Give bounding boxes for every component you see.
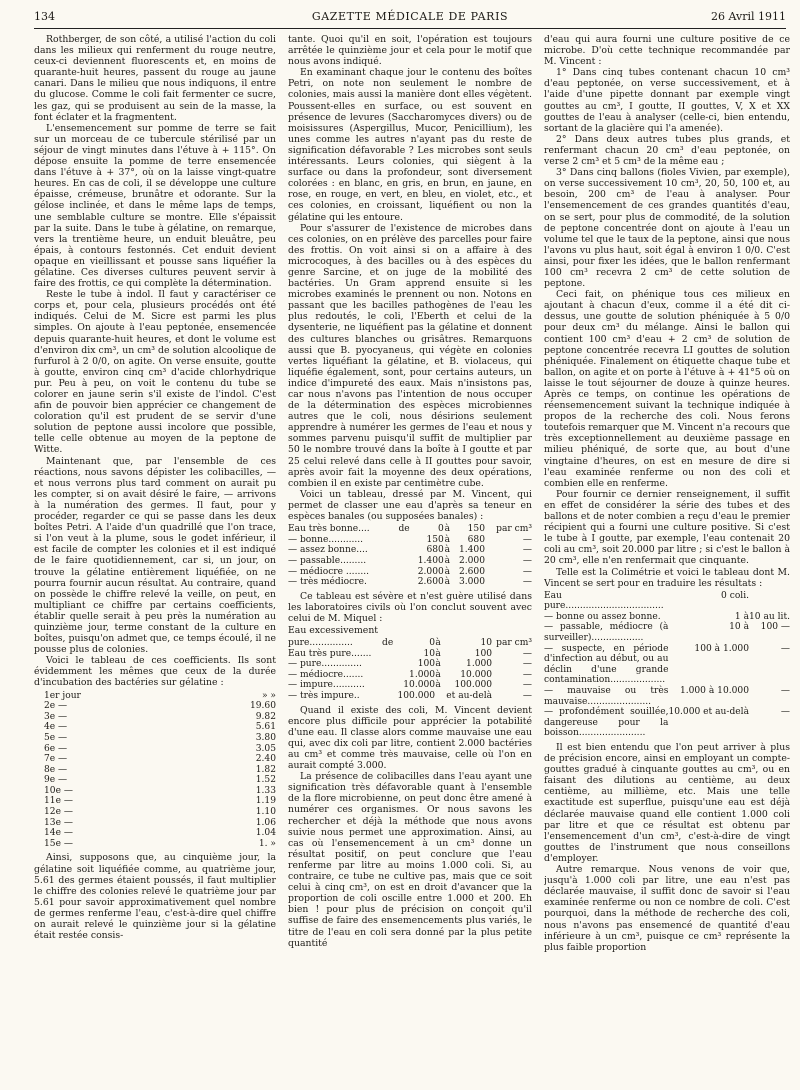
range-unit: — xyxy=(522,577,532,588)
table-row xyxy=(288,567,532,578)
paragraph: Voici le tableau de ces coefficients. Ils sont évidemment les mêmes que ceux de la durée d'incubation des bactéries sur gélatine : xyxy=(34,655,276,689)
coefficient-value: 19.60 xyxy=(249,701,276,712)
paragraph: Pour s'assurer de l'existence de microbes dans ces colonies, on en prélève des parcelles pour faire des frottis. On voit ainsi si on a affaire à des microcoques, à des bacilles ou à des espèces du genre Sarcine, et on juge de la mobilité des bactéries. Un Gram apprend ensuite si les microbes examinés le prennent ou non. Notons en passant que les bacilles pathogènes de l'eau les plus redoutés, le coli, l'Eberth et celui de la dysenterie, ne liquéfient pas la gélatine et donnent des cultures blanches ou grisâtres. Remarquons aussi que B. pyocyaneus, qui végète en colonies vertes liquéfiant la gélatine, et B. violaceus, qui liquéfie également, sont, pour certains auteurs, un indice d'impureté des eaux. Mais n'insistons pas, car nous n'avons pas l'intention de nous occuper de la détermination des espèces microbiennes autres que le coli, nous désirions seulement apprendre à numérer les germes de l'eau et nous y sommes parvenu puisqu'il suffit de multiplier par 50 le nombre trouvé dans la boîte à I goutte et par 25 celui relevé dans celle à II gouttes pour savoir, après avoir fait la moyenne des deux opérations, combien il en existe par centimètre cube. xyxy=(288,222,532,489)
miquel-classification-table xyxy=(288,638,532,702)
coefficient-value: 5.61 xyxy=(255,722,276,733)
miquel-table-title: Eau excessivement xyxy=(288,624,379,636)
range-sep: à xyxy=(444,566,451,577)
coefficient-value: 2.40 xyxy=(255,754,276,765)
range-low: 10.000 xyxy=(403,680,436,691)
range-sep: à xyxy=(435,638,441,649)
range-high: 2.600 xyxy=(458,566,485,577)
coli-count: 10 à xyxy=(729,622,749,633)
paragraph: Quand il existe des coli, M. Vincent devient encore plus difficile pour apprécier la potabilité d'une eau. Il classe alors comme mauvaise une eau qui, avec dix coli par litre, contient 2.000 bactéries au cm³ et comme très mauvaise, celle où l'on en aurait compté 3.000. xyxy=(288,704,532,772)
water-class-label: — passable......... xyxy=(288,555,367,566)
range-sep: à xyxy=(435,680,441,691)
range-prefix xyxy=(381,691,393,702)
water-class-label: pure............... xyxy=(288,638,353,649)
table-row xyxy=(544,644,790,686)
range-unit: — xyxy=(522,534,532,545)
water-class-label: — impure........... xyxy=(288,680,365,691)
coli-count: 0 coli. xyxy=(721,590,749,601)
table-row xyxy=(34,701,276,712)
paragraph: La présence de colibacilles dans l'eau ayant une signification très défavorable quant à l'ensemble de la flore microbienne, on peut donc être amené à numérer ces organismes. Or nous savons les rechercher et déjà la méthode que nous avons suivie nous permet une approximation. Ainsi, au cas où l'ensemencement à un cm³ donne un résultat positif, on peut conclure que l'eau renferme par litre au moins 1.000 coli. Si, au contraire, ce tube ne cultive pas, mais que ce soit celui à cinq cm³, on est en droit d'avancer que la proportion de coli oscille entre 1.000 et 200. Eh bien ! pour plus de précision on conçoit qu'il suffise de faire des ensemencements plus variés, le titre de l'eau en coli sera donné par la plus petite quantité xyxy=(288,771,532,949)
range-prefix xyxy=(395,535,410,546)
table-row xyxy=(34,765,276,776)
water-class-label: Eau très bonne.... xyxy=(288,524,370,535)
table-row xyxy=(288,638,532,649)
day-label: 7e — xyxy=(44,754,68,765)
coli-unit: 10 au lit. xyxy=(749,611,790,622)
range-low: 100.000 xyxy=(397,691,436,702)
range-unit: — xyxy=(522,648,532,659)
column-2 xyxy=(288,34,532,1086)
paragraph: Pour fournir ce dernier renseignement, il suffit en effet de considérer la série des tubes et des ballons et de noter combien a reçu d'eau le premier récipient qui a fourni une culture positive. Si c'est le tube à I goutte, par exemple, l'eau contenait 20 coli au cm³, soit 20.000 par litre ; si c'est le ballon à 20 cm³, elle n'en renfermait que cinquante. xyxy=(544,488,790,567)
table-row xyxy=(288,556,532,567)
column-3 xyxy=(544,34,790,1086)
table-row xyxy=(34,722,276,733)
coli-count: 1 à xyxy=(734,611,749,622)
paragraph: Telle est la Colimétrie et voici le tableau dont M. Vincent se sert pour en traduire les résultats : xyxy=(544,566,790,589)
water-class-label: — passable, médiocre (à surveiller).................. xyxy=(544,622,669,644)
table-row xyxy=(544,612,790,623)
table-row xyxy=(34,691,276,702)
range-low: 2.600 xyxy=(417,577,444,588)
coefficient-value: 1.10 xyxy=(255,807,276,818)
table-row xyxy=(34,796,276,807)
range-high: 150 xyxy=(467,524,485,535)
page-number: 134 xyxy=(34,10,55,23)
range-prefix xyxy=(381,670,393,681)
day-label: 10e — xyxy=(44,785,73,796)
range-prefix xyxy=(381,659,393,670)
paragraph: Autre remarque. Nous venons de voir que, jusqu'à 1.000 coli par litre, une eau n'est pas déclarée mauvaise, il suffit donc de savoir si l'eau examinée renferme ou non ce nombre de coli. C'est pourquoi, dans la méthode de recherche des coli, nous n'avons pas ensemencé de quantité d'eau inférieure à un cm³, puisque ce cm³ représente la plus faible proportion xyxy=(544,864,790,953)
range-unit: — xyxy=(522,691,532,702)
range-high: 1.000 xyxy=(466,659,493,670)
coli-count: 10.000 et au-delà xyxy=(668,707,749,718)
paragraph: 3° Dans cinq ballons (fioles Vivien, par exemple), on verse successivement 10 cm³, 20, 50, 100 et, au besoin, 200 cm³ de l'eau à analyser. Pour l'ensemencement de ces grandes quantités d'eau, on se sert, pour plus de commodité, de la solution de peptone concentrée dont on ajoute à l'eau un volume tel que le taux de la peptone, ainsi que nous l'avons vu plus haut, soit égal à environ 1 0/0. C'est ainsi, pour fixer les idées, que le ballon renfermant 100 cm³ recevra 2 cm³ de cette solution de peptone. xyxy=(544,167,790,290)
range-low: 100 xyxy=(417,659,436,670)
coefficient-value: 1. » xyxy=(258,838,276,849)
range-sep: à xyxy=(444,577,451,588)
range-unit: — xyxy=(522,659,532,670)
range-prefix xyxy=(395,545,410,556)
range-high: 100.000 xyxy=(454,680,493,691)
table-row xyxy=(544,622,790,643)
coli-unit: — xyxy=(780,707,790,718)
range-high: 2.000 xyxy=(458,555,485,566)
table-row xyxy=(34,775,276,786)
table-row xyxy=(288,680,532,691)
paragraph: Rothberger, de son côté, a utilisé l'action du coli dans les milieux qui renferment du rouge neutre, ceux-ci deviennent fluorescents et, en moins de quarante-huit heures, passent du rouge au jaune canari. Dans le milieu que nous indiquons, il entre du glucose. Comme le coli fait fermenter ce sucre, les gaz, qui se produisent au sein de la masse, la font éclater et la fragmentent. xyxy=(34,34,276,123)
table-row xyxy=(34,733,276,744)
range-sep: à xyxy=(444,555,451,566)
day-label: 13e — xyxy=(44,817,73,828)
coli-unit: — xyxy=(780,643,790,654)
range-high: 100 xyxy=(474,648,493,659)
coefficient-value: 3.80 xyxy=(255,732,276,743)
paragraph: Il est bien entendu que l'on peut arriver à plus de précision encore, ainsi en employant un compte-gouttes gradué à cinquante gouttes au cm³, ou en faisant des dilutions au centième, au deux centième, au millième, etc. Mais une telle exactitude est superflue, puisqu'une eau est déjà déclarée mauvaise quand elle contient 1.000 coli par litre et que ce résultat est obtenu par l'ensemencement d'un cm³, c'est-à-dire de vingt gouttes de l'instrument que nous conseillons d'employer. xyxy=(544,742,790,864)
coli-count: 100 à 1.000 xyxy=(694,643,749,654)
table-row xyxy=(34,712,276,723)
range-sep: à xyxy=(444,545,451,556)
range-unit: — xyxy=(522,566,532,577)
range-prefix xyxy=(381,680,393,691)
range-prefix: de xyxy=(398,524,410,535)
range-unit: — xyxy=(522,680,532,691)
day-label: 9e — xyxy=(44,775,68,786)
table-row xyxy=(544,591,790,612)
water-class-label: Eau pure.................................. xyxy=(544,590,664,612)
water-class-label: — très médiocre. xyxy=(288,577,367,588)
day-label: 6e — xyxy=(44,743,68,754)
range-high: 1.400 xyxy=(458,545,485,556)
paragraph: Maintenant que, par l'ensemble de ces réactions, nous savons dépister les colibacilles, — et nous verrons plus tard comment on aurait pu les compter, si on avait désiré le faire, — arrivons à la numération des germes. Il faut, pour y procéder, regarder ce qui se passe dans les deux boîtes Petri. A l'aide d'un quadrillé que l'on trace, si l'on veut à la plume, sous le godet inférieur, il est facile de compter les colonies et il est indiqué de le faire quotidiennement, car si, un jour, on trouve la gélatine entièrement liquéfiée, on ne pourra fournir aucun résultat. Au contraire, quand on possède le chiffre relevé la veille, on peut, en multipliant ce chiffre par certains coefficients, établir quelle serait à peu près la numération au quinzième jour, terme constant de la culture en boîtes, puisqu'on admet que, ce temps écoulé, il ne pousse plus de colonies. xyxy=(34,455,276,656)
table-row xyxy=(544,686,790,707)
range-prefix xyxy=(395,577,410,588)
range-low: 2.000 xyxy=(417,566,444,577)
paragraph: En examinant chaque jour le contenu des boîtes Petri, on note non seulement le nombre de colonies, mais aussi la manière dont elles végètent. Poussent-elles en surface, ou est souvent en présence de levures (Saccharomyces divers) ou de moisissures (Aspergillus, Mucor, Penicillium), les unes comme les autres n'ayant pas du reste de signification défavorable ? Les microbes sont seuls intéressants. Leurs colonies, qui siègent à la surface ou dans la profondeur, sont diversement colorées : en blanc, en gris, en brun, en jaune, en rose, en rouge, en vert, en bleu, en violet, etc., et ces colonies, en croissant, liquéfient ou non la gélatine qui les entoure. xyxy=(288,67,532,223)
paragraph: Ceci fait, on phénique tous ces milieux en ajoutant à chacun d'eux, comme il a été dit ci-dessus, une goutte de solution phéniquée à 5 0/0 pour deux cm³ du mélange. Ainsi le ballon qui contient 100 cm³ d'eau + 2 cm³ de solution de peptone concentrée recevra LI gouttes de solution phéniquée. Finalement on étiquette chaque tube et ballon, on agite et on porte à l'étuve à + 41°5 où on laisse le tout séjourner de douze à quinze heures. Après ce temps, on continue les opérations de réensemencement suivant la technique indiquée à propos de la recherche des coli. Nous ferons toutefois remarquer que M. Vincent n'a recours que très exceptionnellement au deuxième passage en milieu phéniqué, de sorte que, au bout d'une vingtaine d'heures, on est en mesure de dire si l'eau examinée renferme ou non des coli et combien elle en renferme. xyxy=(544,289,790,489)
table-row xyxy=(288,659,532,670)
table-row xyxy=(34,744,276,755)
range-high: 3.000 xyxy=(458,577,485,588)
table-row xyxy=(34,754,276,765)
day-label: 15e — xyxy=(44,838,73,849)
water-class-label: — très impure.. xyxy=(288,691,360,702)
table-row xyxy=(288,649,532,660)
table-row xyxy=(34,786,276,797)
day-label: 4e — xyxy=(44,722,68,733)
day-label: 5e — xyxy=(44,732,68,743)
table-row xyxy=(34,807,276,818)
day-label: 14e — xyxy=(44,828,73,839)
coefficient-value: 9.82 xyxy=(255,711,276,722)
range-sep: à xyxy=(435,669,441,680)
coli-count: 1.000 à 10.000 xyxy=(679,686,749,697)
table-row xyxy=(288,545,532,556)
range-low: 10 xyxy=(423,648,436,659)
day-label: 12e — xyxy=(44,807,73,818)
range-prefix: de xyxy=(382,638,394,649)
range-sep: à xyxy=(444,534,451,545)
vincent-classification-table xyxy=(288,524,532,588)
journal-title: GAZETTE MÉDICALE DE PARIS xyxy=(311,10,509,23)
issue-date: 26 Avril 1911 xyxy=(711,10,786,23)
table-row xyxy=(34,828,276,839)
coefficient-value: 1.04 xyxy=(255,828,276,839)
range-prefix xyxy=(395,556,410,567)
range-low: 1.000 xyxy=(409,669,436,680)
day-label: 11e — xyxy=(44,796,73,807)
range-unit: — xyxy=(522,555,532,566)
paragraph: Reste le tube à indol. Il faut y caractériser ce corps et, pour cela, plusieurs procédés ont été indiqués. Celui de M. Sicre est parmi les plus simples. On ajoute à l'eau peptonée, ensemencée depuis quarante-huit heures, et dont le volume est d'environ dix cm³, un cm³ de solution alcoolique de furfurol à 2 0/0, on agite. On verse ensuite, goutte à goutte, environ cinq cm³ d'acide chlorhydrique pur. Peu à peu, on voit le contenu du tube se colorer en jaune serin s'il existe de l'indol. C'est afin de pouvoir bien apprécier ce changement de coloration qu'il est prudent de se servir d'une solution de peptone aussi incolore que possible, telle celle obtenue au moyen de la peptone de Witte. xyxy=(34,289,276,456)
coli-unit: — xyxy=(780,686,790,697)
table-row xyxy=(288,577,532,588)
range-unit: — xyxy=(522,669,532,680)
coefficient-value: 3.05 xyxy=(255,743,276,754)
coefficient-value: » » xyxy=(261,690,276,701)
range-sep: à xyxy=(435,659,441,670)
coefficient-value: 1.33 xyxy=(255,785,276,796)
paragraph: Ainsi, supposons que, au cinquième jour, la gélatine soit liquéfiée comme, au quatrième jour, 5.61 des germes étaient poussés, il faut multiplier le chiffre des colonies relevé le quatrième jour par 5.61 pour savoir approximativement quel nombre de germes renferme l'eau, c'est-à-dire quel chiffre on aurait relevé le quinzième jour si la gélatine était restée consis- xyxy=(34,852,276,942)
range-high: et au-delà xyxy=(446,691,493,702)
page-header xyxy=(34,10,786,24)
paragraph: Voici un tableau, dressé par M. Vincent, qui permet de classer une eau d'après sa teneur en espèces banales (ou supposées banales) : xyxy=(288,488,532,523)
range-unit: — xyxy=(522,545,532,556)
table-row xyxy=(288,535,532,546)
table-row xyxy=(34,818,276,829)
range-unit: par cm³ xyxy=(496,638,532,649)
range-prefix xyxy=(395,567,410,578)
water-class-label: — mauvaise ou très mauvaise...................... xyxy=(544,686,669,707)
coefficient-value: 1.06 xyxy=(255,817,276,828)
range-unit: par cm³ xyxy=(496,524,532,535)
table-row xyxy=(288,524,532,535)
coefficient-value: 1.19 xyxy=(255,796,276,807)
paragraph: tante. Quoi qu'il en soit, l'opération est toujours arrêtée le quinzième jour et cela pour le motif que nous avons indiqué. xyxy=(288,34,532,68)
day-label: 1er jour xyxy=(44,690,81,701)
range-high: 10 xyxy=(480,638,493,649)
water-class-label: — médiocre ........ xyxy=(288,566,370,577)
paragraph: 2° Dans deux autres tubes plus grands, et renfermant chacun 20 cm³ d'eau peptonée, on verse 2 cm³ et 5 cm³ de la même eau ; xyxy=(544,133,790,168)
range-high: 680 xyxy=(467,534,485,545)
coefficient-value: 1.82 xyxy=(255,764,276,775)
paragraph: Ce tableau est sévère et n'est guère utilisé dans les laboratoires civils où l'on conclut souvent avec celui de M. Miquel : xyxy=(288,590,532,624)
water-class-label: — médiocre....... xyxy=(288,669,364,680)
colimetry-table xyxy=(544,591,790,739)
paragraph: d'eau qui aura fourni une culture positive de ce microbe. D'où cette technique recommandée par M. Vincent : xyxy=(544,34,790,68)
coli-unit: 100 — xyxy=(760,622,790,633)
table-row xyxy=(288,670,532,681)
water-class-label: — assez bonne.... xyxy=(288,545,368,556)
day-label: 3e — xyxy=(44,711,68,722)
range-low: 680 xyxy=(426,545,444,556)
water-class-label: Eau très pure....... xyxy=(288,648,372,659)
range-prefix xyxy=(381,649,393,660)
range-low: 1.400 xyxy=(417,555,444,566)
range-low: 150 xyxy=(426,534,444,545)
range-sep: à xyxy=(435,648,441,659)
table-row xyxy=(544,707,790,739)
water-class-label: — bonne............ xyxy=(288,534,364,545)
water-class-label: — pure.............. xyxy=(288,659,362,670)
column-1 xyxy=(34,34,276,1086)
water-class-label: — profondément souillée, dangereuse pour la boisson....................... xyxy=(544,707,669,739)
range-sep: à xyxy=(444,524,451,535)
table-row xyxy=(288,691,532,702)
range-high: 10.000 xyxy=(460,669,493,680)
coli-unit xyxy=(749,591,790,612)
day-label: 8e — xyxy=(44,764,68,775)
header-rule xyxy=(34,28,786,29)
coefficient-value: 1.52 xyxy=(255,775,276,786)
water-class-label: — suspecte, en période d'infection au début, ou au déclin d'une grande contamination................... xyxy=(544,643,669,686)
day-label: 2e — xyxy=(44,701,68,712)
coefficient-table xyxy=(34,691,276,850)
range-low: 0 xyxy=(429,638,436,649)
paragraph: L'ensemencement sur pomme de terre se fait sur un morceau de ce tubercule stérilisé par un séjour de vingt minutes dans l'étuve à + 115°. On dépose ensuite la pomme de terre ensemencée dans l'étuve à + 37°, où on la laisse vingt-quatre heures. En cas de coli, il se développe une culture épaisse, crémeuse, brunâtre et odorante. Sur la gélose inclinée, et dans le même laps de temps, une semblable culture se montre. Elle s'épaissit par la suite. Dans le tube à gélatine, on remarque, vers la trentième heure, un enduit bleuâtre, peu épais, à contours festonnés. Cet enduit devient opaque en vieillissant et pousse sans liquéfier la gélatine. Ces diverses cultures peuvent servir à faire des frottis, ce qui complète la détermination. xyxy=(34,122,276,290)
table-row xyxy=(34,839,276,850)
range-low: 0 xyxy=(438,524,444,535)
water-class-label: — bonne ou assez bonne. xyxy=(544,611,661,622)
paragraph: 1° Dans cinq tubes contenant chacun 10 cm³ d'eau peptonée, on verse successivement, et à l'aide d'une pipette donnant par exemple vingt gouttes au cm³, I goutte, II gouttes, V, X et XX gouttes de l'eau à analyser (celle-ci, bien entendu, sortant de la glacière qui l'a amenée). xyxy=(544,67,790,134)
